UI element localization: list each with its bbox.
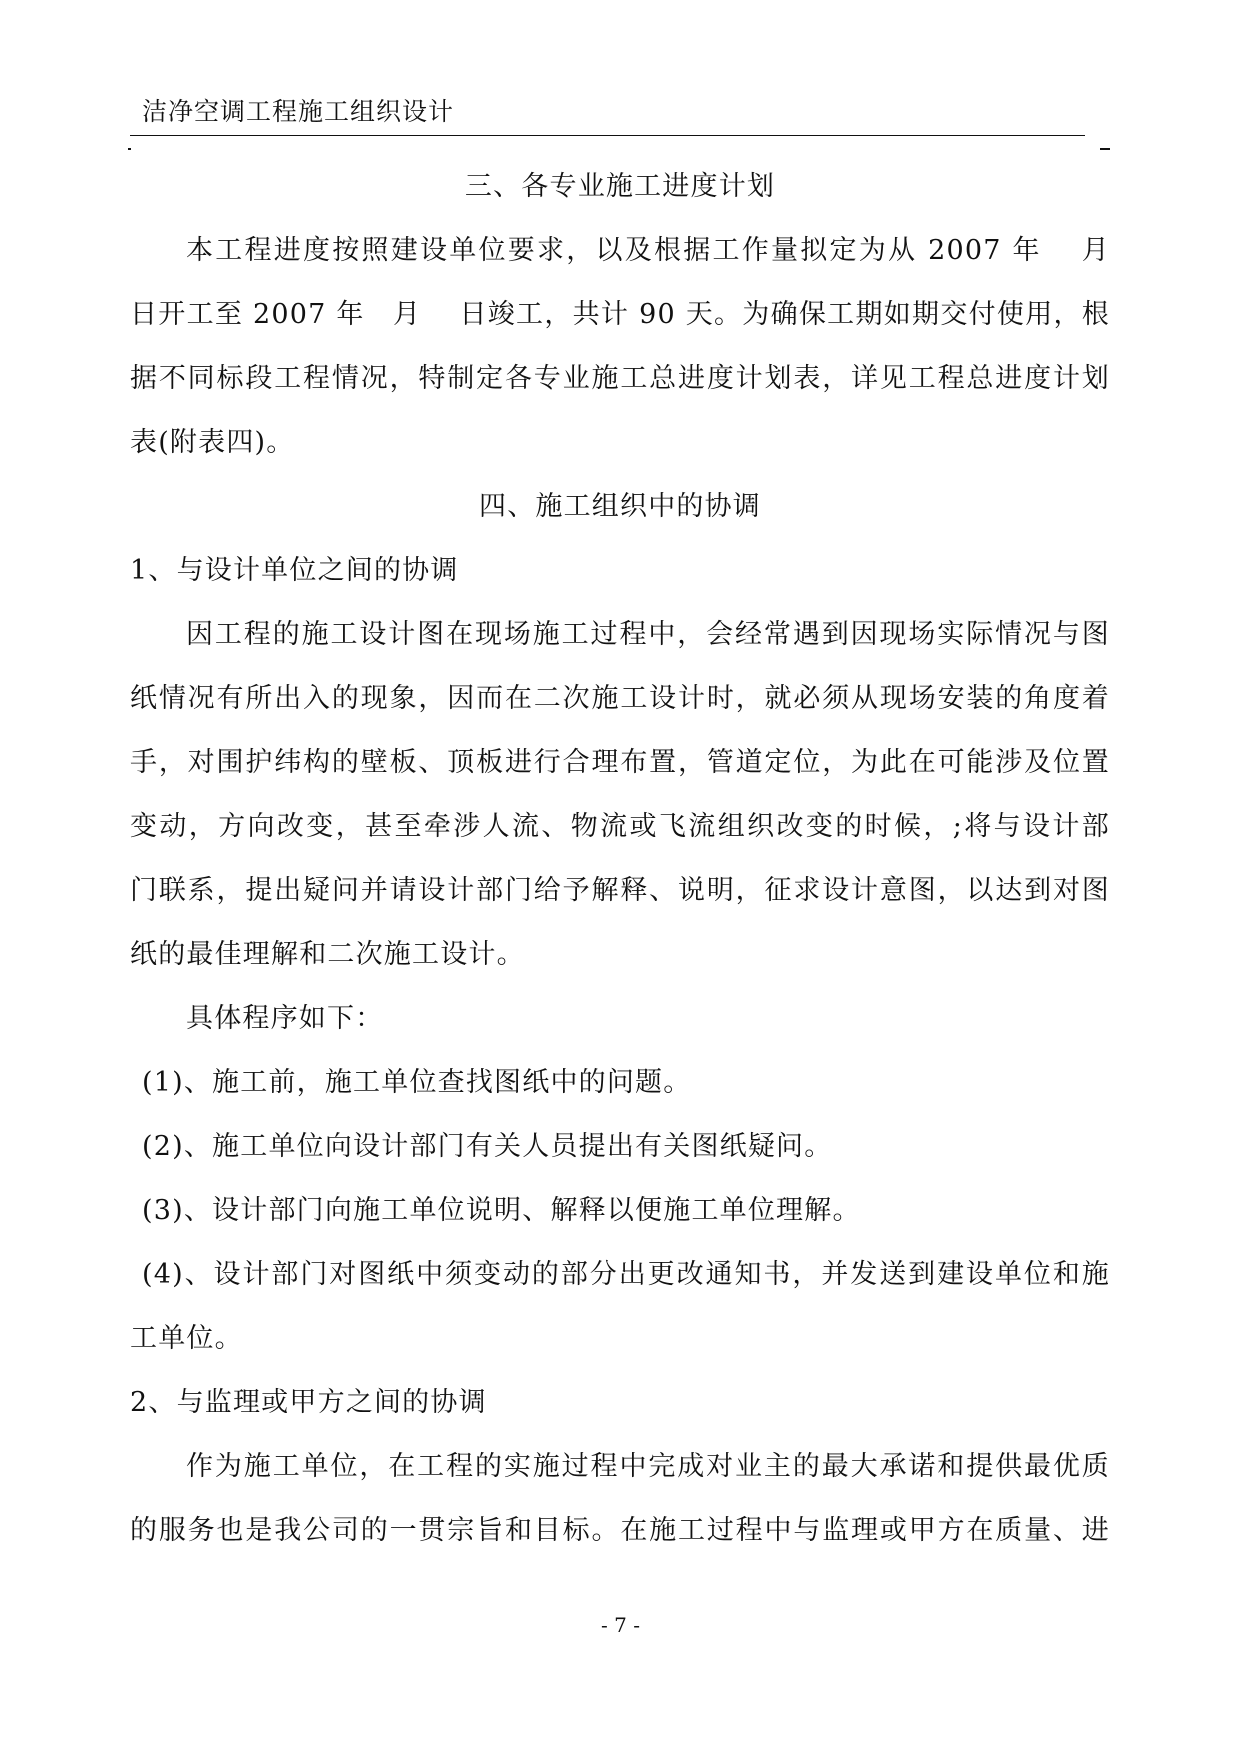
paragraph-line: 本工程进度按照建设单位要求，以及根据工作量拟定为从 2007 年 月 [186, 235, 1110, 266]
paragraph-line: 的服务也是我公司的一贯宗旨和目标。在施工过程中与监理或甲方在质量、进 [130, 1515, 1110, 1546]
subsection-heading-supervision: 2、与监理或甲方之间的协调 [130, 1387, 487, 1418]
running-header-title: 洁净空调工程施工组织设计 [142, 97, 455, 126]
procedure-step: (4)、设计部门对图纸中须变动的部分出更改通知书，并发送到建设单位和施 [142, 1259, 1110, 1290]
paragraph-line: 纸的最佳理解和二次施工设计。 [130, 939, 525, 970]
document-body [130, 155, 1110, 1563]
paragraph-line: 纸情况有所出入的现象，因而在二次施工设计时，就必须从现场安装的角度着 [130, 683, 1110, 714]
paragraph-line: 表(附表四)。 [130, 427, 295, 458]
procedure-step-continuation: 工单位。 [130, 1323, 243, 1354]
header-rule [130, 135, 1085, 136]
page-number: - 7 - [601, 1613, 640, 1637]
procedure-step: (1)、施工前，施工单位查找图纸中的问题。 [142, 1067, 692, 1098]
paragraph-line: 变动，方向改变，甚至牵涉人流、物流或飞流组织改变的时候，;将与设计部 [130, 811, 1110, 842]
header-tick-left [128, 148, 131, 150]
section-heading-coordination: 四、施工组织中的协调 [479, 491, 761, 522]
procedure-step: (2)、施工单位向设计部门有关人员提出有关图纸疑问。 [142, 1131, 833, 1162]
paragraph-line: 日开工至 2007 年 月 日竣工，共计 90 天。为确保工期如期交付使用，根 [130, 299, 1110, 330]
paragraph-line: 门联系，提出疑问并请设计部门给予解释、说明，征求设计意图，以达到对图 [130, 875, 1110, 906]
procedure-step: (3)、设计部门向施工单位说明、解释以便施工单位理解。 [142, 1195, 861, 1226]
procedure-intro: 具体程序如下： [186, 1003, 384, 1034]
paragraph-line: 作为施工单位，在工程的实施过程中完成对业主的最大承诺和提供最优质 [186, 1451, 1110, 1482]
paragraph-line: 据不同标段工程情况，特制定各专业施工总进度计划表，详见工程总进度计划 [130, 363, 1110, 394]
section-heading-schedule: 三、各专业施工进度计划 [464, 171, 776, 202]
paragraph-line: 因工程的施工设计图在现场施工过程中，会经常遇到因现场实际情况与图 [186, 619, 1110, 650]
subsection-heading-design: 1、与设计单位之间的协调 [130, 555, 459, 586]
paragraph-line: 手，对围护纬构的壁板、顶板进行合理布置，管道定位，为此在可能涉及位置 [130, 747, 1110, 778]
header-tick-right [1100, 148, 1110, 150]
